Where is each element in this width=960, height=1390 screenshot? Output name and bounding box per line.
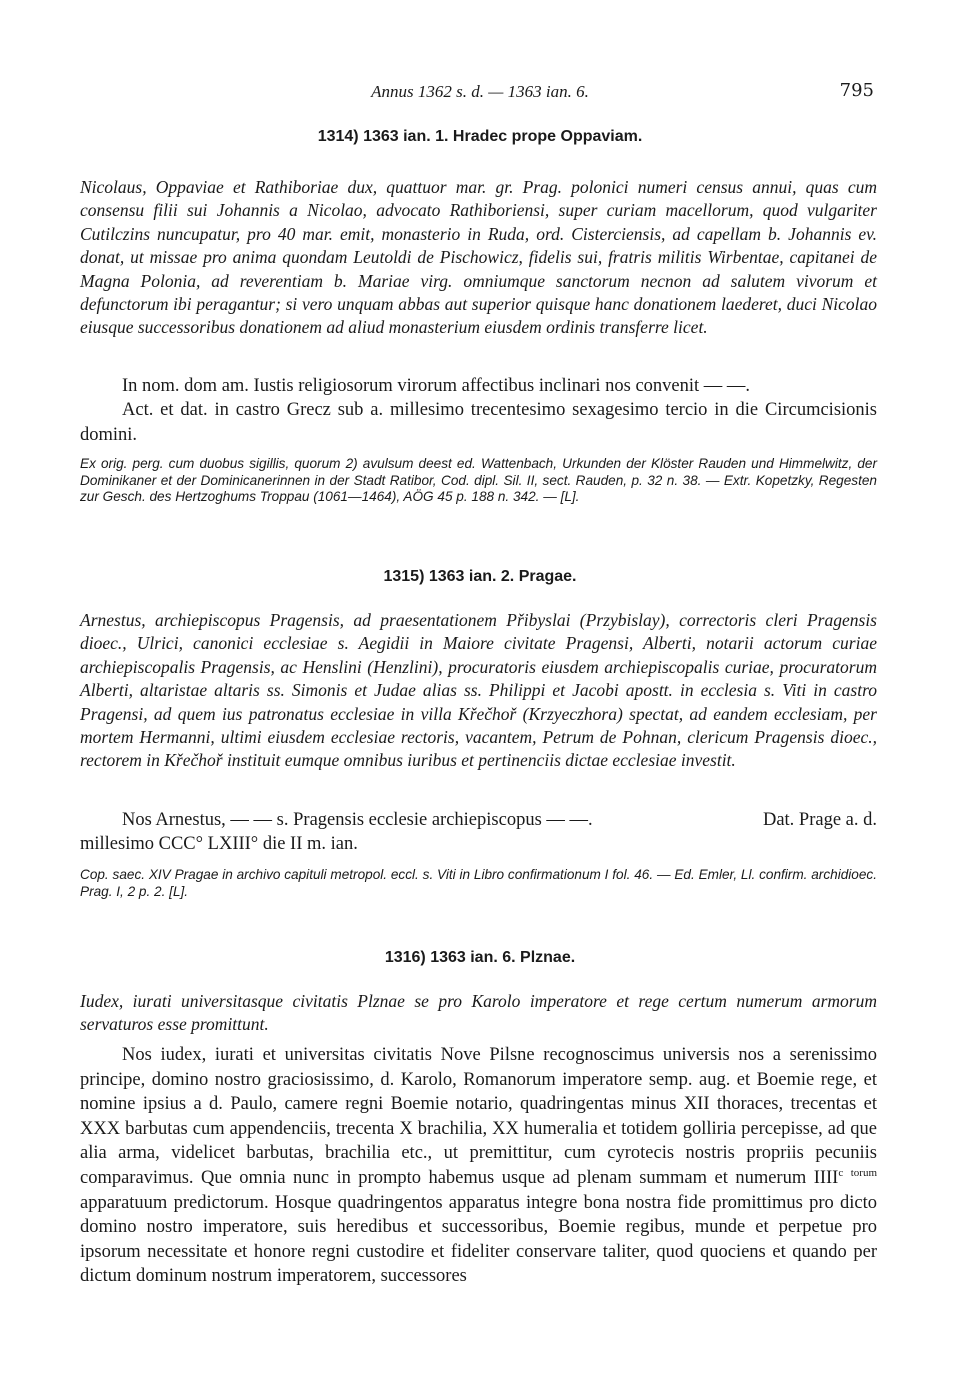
text-1315-protocol	[80, 808, 877, 833]
text-1315-intitulatio: Nos Arnestus, — — s. Pragensis ecclesie archiepiscopus — —.	[122, 810, 593, 830]
apparatus-note-1314: Ex orig. perg. cum duobus sigillis, quorum 2) avulsum deest ed. Wattenbach, Urkunden der Klöster Rauden und Himmelwitz, der Dominikaner et der Dominicanerinnen in der Stadt Ratibor, Cod. dipl. Sil. II, sect. Rauden, p. 32 n. 38. — Extr. Kopetzky, Regesten zur Gesch. des Hertzoghums Troppau (1061—1464), AÖG 45 p. 188 n. 342. — [L].	[80, 456, 877, 505]
regest-1315: Arnestus, archiepiscopus Pragensis, ad praesentationem Přibyslai (Przybislay), correctoris cleri Pragensis dioec., Ulrici, canonici ecclesiae s. Aegidii in Maiore civitate Pragensi, Alberti, notarii actorum curiae archiepiscopalis Pragensis, ac Henslini (Henzlini), procuratoris eiusdem archiepiscopalis curiae, procuratorum Alberti, altaristae altaris ss. Simonis et Judae alias ss. Philippi et Jacobi apostt. in ecclesia s. Viti in castro Pragensi, ad quem ius patronatus ecclesiae in villa Křečhoř (Krzyeczhora) spectat, ad eandem ecclesiam, per mortem Hermanni, ultimi eiusdem ecclesiae rectoris, vacantem, Petrum de Pohnan, clericum Pragensis dioec., rectorem in Křečhoř instituit eumque omnibus iuribus et pertinenciis dictae ecclesiae investit.	[80, 610, 877, 771]
apparatus-note-1315: Cop. saec. XIV Pragae in archivo capituli metropol. eccl. s. Viti in Libro confirmationum I fol. 46. — Ed. Emler, Ll. confirm. archidioec. Prag. I, 2 p. 2. [L].	[80, 867, 877, 899]
page-number: 795	[839, 80, 874, 101]
text-1316-part-b: apparatuum predictorum. Hosque quadringentos apparatus integre bona nostra fide promittimus pro dicto domino nostro imperatore, suis heredibus et successoribus, Boemie regibus, munde et perpetue pro ipsorum necessitate et honore regni custodire et fideliter conservare taliter, quod quociens et quando per dictum dominum nostrum imperatorem, successores	[80, 1192, 877, 1287]
text-1315-datum: Dat. Prage a. d.	[762, 810, 877, 830]
document-heading-1314: 1314) 1363 ian. 1. Hradec prope Oppaviam.	[317, 128, 643, 145]
regest-1316: Iudex, iurati universitasque civitatis Plznae se pro Karolo imperatore et rege certum numerum armorum servaturos esse promittunt.	[80, 991, 877, 1035]
text-1314-incipit: In nom. dom am. Iustis religiosorum virorum affectibus inclinari nos convenit — —.	[122, 376, 751, 396]
text-1314-dating: Act. et dat. in castro Grecz sub a. millesimo trecentesimo sexagesimo tercio in die Circumcisionis domini.	[80, 400, 877, 445]
page-header	[80, 78, 880, 106]
document-heading-1315: 1315) 1363 ian. 2. Pragae.	[383, 568, 577, 585]
superscript-torum: torum	[850, 1166, 877, 1179]
text-1315-dating: millesimo CCC° LXIII° die II m. ian.	[80, 834, 358, 854]
text-1316-part-a: Nos iudex, iurati et universitas civitatis Nove Pilsne recognoscimus universis nos a serenissimo principe, domino nostro graciosissimo, d. Karolo, Romanorum imperatore semp. aug. et Boemie rege, et nomine ipsius a d. Paulo, camere regni Boemie notario, quadringentas minus XII thoraces, trecentas et XXX barbutas cum appendenciis, trecenta X brachilia, XX humeralia et totidem golliria percepisse, ad que alia arma, videlicet barbutas, brachilia etc., ut premittitur, cum cyrotecis nostris propriis pecuniis comparavimus. Que omnia nunc in prompto habemus usque ad plenam summam et numerum IIII	[80, 1045, 877, 1188]
superscript-c: c	[838, 1166, 844, 1179]
text-1316	[80, 1043, 877, 1289]
regest-1314: Nicolaus, Oppaviae et Rathiboriae dux, quattuor mar. gr. Prag. polonici numeri census annui, quas cum consensu filii sui Johannis a Nicolao, advocato Rathiboriensi, super curiam macellorum, quod vulgariter Cutilczins nuncupatur, pro 40 mar. emit, monasterio in Ruda, ord. Cisterciensis, ad capellam b. Johannis ev. donat, ut missae pro anima quondam Leutoldi de Pischowicz, fidelis sui, fratris militis Wirbentae, capitanei de Magna Polonia, ad reverentiam b. Mariae virg. omniumque sanctorum necnon ad salutem vivorum et defunctorum ibi peragantur; si vero unquam abbas aut superior quisque hanc donationem laederet, duci Nicolao eiusque successoribus donationem ad aliud monasterium eiusdem ordinis transferre licet.	[80, 177, 877, 338]
running-head: Annus 1362 s. d. — 1363 ian. 6.	[371, 82, 589, 101]
document-heading-1316: 1316) 1363 ian. 6. Plznae.	[384, 949, 576, 966]
